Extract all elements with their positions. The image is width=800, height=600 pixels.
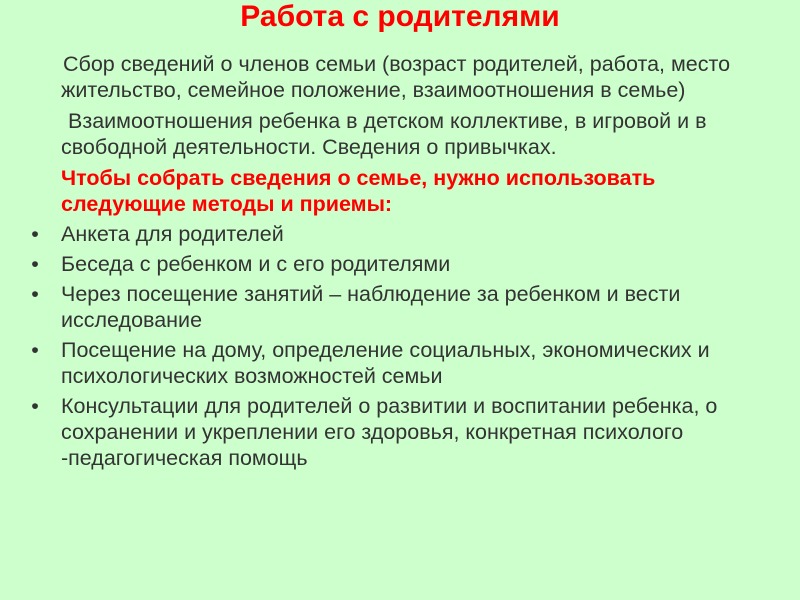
list-item-text: Через посещение занятий – наблюдение за ребенком и вести исследование bbox=[61, 282, 681, 332]
bullet-icon: • bbox=[31, 222, 39, 246]
bullet-icon: • bbox=[31, 252, 39, 276]
list-item bbox=[29, 393, 769, 471]
bullet-icon: • bbox=[31, 282, 39, 306]
slide-title: Работа с родителями bbox=[240, 0, 560, 33]
paragraph-family-info: Сбор сведений о членов семьи (возраст родителей, работа, место жительство, семейное положение, взаимоотношения в семье) bbox=[61, 52, 731, 102]
list-item bbox=[29, 221, 769, 247]
list-item bbox=[29, 281, 769, 333]
slide-body bbox=[29, 51, 769, 471]
list-item-text: Беседа с ребенком и с его родителями bbox=[61, 252, 451, 276]
paragraph-methods-heading: Чтобы собрать сведения о семье, нужно использовать следующие методы и приемы: bbox=[61, 166, 656, 216]
list-item bbox=[29, 337, 769, 389]
list-item bbox=[29, 251, 769, 277]
list-item-text: Анкета для родителей bbox=[61, 222, 284, 246]
list-item-text: Посещение на дому, определение социальных, экономических и психологических возможностей семьи bbox=[61, 338, 710, 388]
list-item-text: Консультации для родителей о развитии и воспитании ребенка, о сохранении и укреплении его здоровья, конкретная психолого -педагогическая помощь bbox=[61, 394, 718, 470]
methods-list bbox=[29, 221, 769, 471]
paragraph-child-relations: Взаимоотношения ребенка в детском коллективе, в игровой и в свободной деятельности. Сведения о привычках. bbox=[61, 109, 707, 159]
bullet-icon: • bbox=[31, 394, 39, 418]
bullet-icon: • bbox=[31, 338, 39, 362]
